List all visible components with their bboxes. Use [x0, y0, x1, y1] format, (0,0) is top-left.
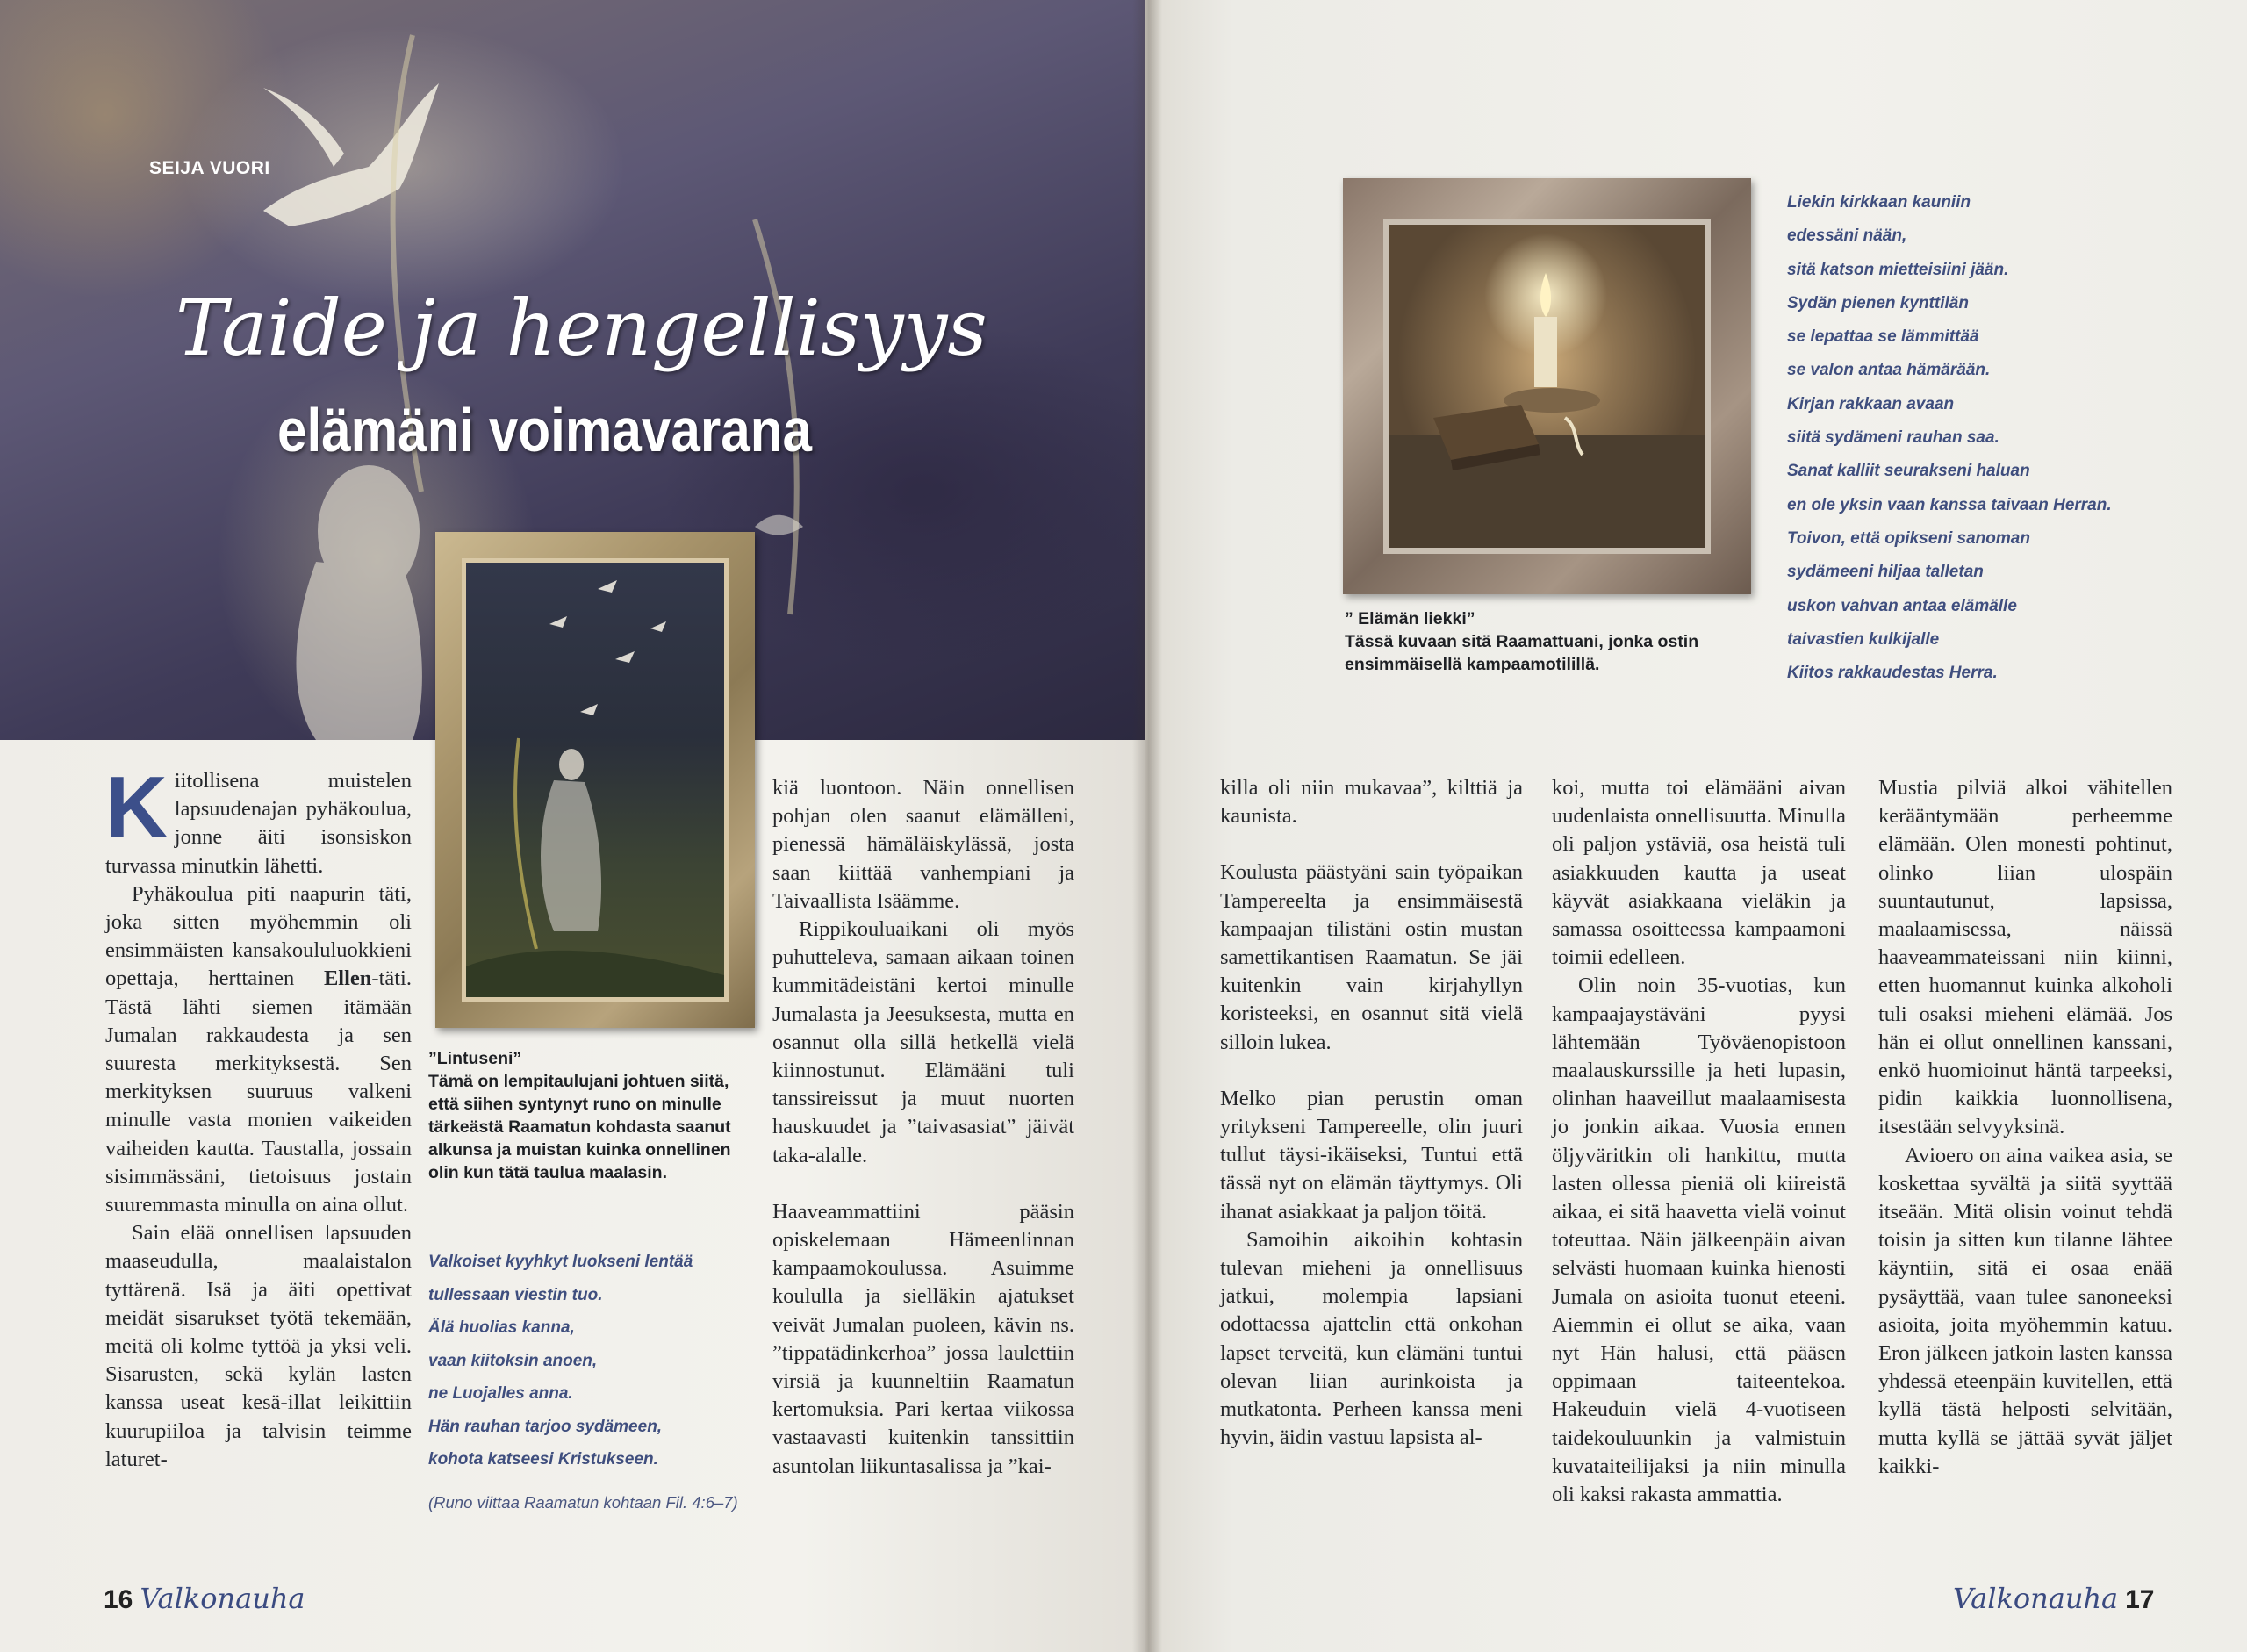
- painting-elaman-liekki-art: [1389, 225, 1705, 548]
- poem-line: se valon antaa hämärään.: [1787, 361, 1991, 380]
- text-column-5: [1878, 774, 2172, 1481]
- text-column-1: [105, 758, 412, 1474]
- paragraph-text: iitollisena muistelen lapsuudenajan pyhäkoulua, jonne äiti isonsiskon turvassa minutkin lähetti.: [105, 769, 412, 878]
- paragraph: Koulusta päästyäni sain työpaikan Tampereelta ja ensimmäisestä kampaajan tilistäni ostin mustan samettikantisen Raamatun. Se jäi kuitenkin vain kirjahyllyn koristeeksi, en osannut sitä vielä silloin lukea.: [1220, 860, 1523, 1054]
- page-footer-right: [1953, 1582, 2155, 1615]
- magazine-name: Valkonauha: [1953, 1582, 2119, 1615]
- poem-line: Liekin kirkkaan kauniin: [1787, 193, 1971, 212]
- paragraph: Samoihin aikoihin kohtasin tulevan mieheni ja onnellisuus jatkui, molempia lapsiani odottaessa ajattelin että onkohan lapset terveitä, kun elämäni tuntui olevan liian aurinkoista ja mutkatonta. Perheen kanssa meni hyvin, äidin vastuu lapsista al-: [1220, 1227, 1523, 1450]
- caption-lintuseni-text: Tämä on lempitaulujani johtuen siitä, että siihen syntynyt runo on minulle tärkeästä Raamatun kohdasta saanut alkunsa ja muistan kuinka onnellinen olin kun tätä taulua maalasin.: [428, 1072, 731, 1182]
- magazine-name: Valkonauha: [140, 1582, 305, 1615]
- paragraph: [105, 758, 412, 880]
- poem-line: ne Luojalles anna.: [428, 1384, 573, 1403]
- poem-reference: (Runo viittaa Raamatun kohtaan Fil. 4:6–7): [428, 1492, 738, 1512]
- caption-elaman-liekki-title: ” Elämän liekki”: [1345, 609, 1475, 628]
- paragraph: Rippikouluaikani oli myös puhutteleva, samaan aikaan toinen kummitädeistäni kertoi minulle Jumalasta ja Jeesuksesta, mutta en osannut olla sillä hetkellä vielä kiinnostunut. Elämääni tuli tanssireissut ja muut nuorten hauskuudet ja ”taivasasiat” jäivät taka-alalle.: [772, 917, 1074, 1167]
- byline: SEIJA VUORI: [149, 158, 270, 178]
- paragraph-text: -täti. Tästä lähti siemen itämään Jumalan rakkaudesta ja sen suuresta merkityksestä. Sen merkityksen suuruus valkeni minulle vasta monien vaikeiden vaiheiden kautta. Taustalla, jossain sisimmässäni, tietoisuus jostain suuremmasta minulla on aina ollut.: [105, 966, 412, 1217]
- poem-line: Sanat kalliit seurakseni haluan: [1787, 462, 2030, 481]
- poem-lintuseni: [428, 1246, 744, 1513]
- paragraph-text: Pyhäkoulua piti naapurin täti, joka sitten myöhemmin oli ensimmäisten kansakoululuokkieni opettaja, herttainen: [105, 881, 412, 991]
- paragraph: koi, mutta toi elämääni aivan uudenlaista onnellisuutta. Minulla oli paljon ystäviä, osa heistä tuli asiakkuuden kautta ja useat käyvät asiakkaana vieläkin ja samassa osoitteessa kampaamoni toimii edelleen.: [1552, 776, 1846, 970]
- drop-cap: K: [105, 758, 168, 855]
- poem-line: siitä sydämeni rauhan saa.: [1787, 428, 1999, 448]
- paragraph: killa oli niin mukavaa”, kilttiä ja kaunista.: [1220, 776, 1523, 829]
- page-number: 17: [2125, 1585, 2155, 1614]
- page-footer-left: [104, 1582, 305, 1615]
- poem-line: edessäni nään,: [1787, 226, 1907, 246]
- painting-elaman-liekki-canvas: [1383, 219, 1711, 554]
- poem-line: vaan kiitoksin anoen,: [428, 1351, 598, 1370]
- paragraph: Olin noin 35-vuotias, kun kampaajaystäväni pyysi lähtemään Työväenopistoon maalauskurssille ja heti lupasin, olinhan haaveillut maalaamisesta jo jonkin aikaa. Vuosia ennen öljyväritkin oli hankittu, mutta lasten ollessa pieniä oli kiireistä aikaa, ei sitä haavetta vielä voinut toteuttaa. Näin jälkeenpäin aivan selvästi huomaan kuinka hienosti Jumala on asioita tuonut eteeni. Aiemmin ei ollut se aika, vaan nyt Hän halusi, että pääsen oppimaan taiteentekoa. Hakeuduin vielä 4-vuotiseen taidekouluunkin ja valmistuin kuvataiteilijaksi ja niin minulla oli kaksi rakasta ammattia.: [1552, 973, 1846, 1507]
- caption-elaman-liekki-text: Tässä kuvaan sitä Raamattuani, jonka ostin ensimmäisellä kampaamotilillä.: [1345, 632, 1699, 674]
- paragraph: [105, 880, 412, 1219]
- page-number: 16: [104, 1585, 133, 1614]
- poem-line: taivastien kulkijalle: [1787, 629, 1940, 649]
- name-highlight: Ellen: [323, 966, 372, 991]
- poem-line: Kirjan rakkaan avaan: [1787, 394, 1955, 413]
- article-title: Taide ja hengellisyys: [176, 283, 987, 373]
- text-column-2: [772, 774, 1074, 1481]
- poem-line: en ole yksin vaan kanssa taivaan Herran.: [1787, 495, 2112, 514]
- paragraph: Haaveammattiini pääsin opiskelemaan Hämeenlinnan kampaamokoulussa. Asuimme koululla ja sielläkin ajatukset veivät Jumalan puoleen, kävin ns. ”tippatädinkerhoa” jossa laulettiin virsiä ja kuunneltiin Raamatun kertomuksia. Pari kertaa viikossa vastaavasti kuitenkin tanssittiin asuntolan liikuntasalissa ja ”kai-: [772, 1199, 1074, 1478]
- page-gutter: [1132, 0, 1162, 1652]
- article-subtitle: elämäni voimavarana: [277, 396, 813, 464]
- painting-lintuseni-canvas: [462, 558, 729, 1002]
- poem-line: sydämeeni hiljaa talletan: [1787, 563, 1984, 582]
- poem-line: Valkoiset kyyhkyt luokseni lentää: [428, 1253, 693, 1271]
- paragraph: Melko pian perustin oman yritykseni Tampereelle, olin juuri tullut täysi-ikäiseksi, Tuntui että tässä nyt on elämän täyttymys. Oli ihanat asiakkaat ja paljon töitä.: [1220, 1086, 1523, 1224]
- poem-line: Kiitos rakkaudestas Herra.: [1787, 664, 1998, 683]
- text-column-4: [1552, 774, 1846, 1509]
- caption-elaman-liekki: [1345, 607, 1766, 676]
- text-column-3: [1220, 774, 1523, 1452]
- caption-lintuseni: [428, 1047, 744, 1184]
- poem-elaman-liekki: [1787, 186, 2156, 690]
- poem-line: Älä huolias kanna,: [428, 1318, 575, 1337]
- poem-line: Toivon, että opikseni sanoman: [1787, 528, 2030, 548]
- paragraph: Mustia pilviä alkoi vähitellen kerääntymään perheemme elämään. Olen monesti pohtinut, olinko liian ulospäin suuntautunut, lapsissa, maalaamisessa, näissä haaveammateissani niin kiinni, etten huomannut kuinka alkoholi tuli osaksi mieheni elämää. Jos hän ei ollut onnellinen kanssani, enkö huomioinut häntä tarpeeksi, pidin kaikkia luonnollisena, itsestään selvyyksinä.: [1878, 776, 2172, 1139]
- caption-lintuseni-title: ”Lintuseni”: [428, 1049, 522, 1068]
- poem-line: se lepattaa se lämmittää: [1787, 327, 1979, 347]
- poem-line: Hän rauhan tarjoo sydämeen,: [428, 1417, 663, 1436]
- paragraph: kiä luontoon. Näin onnellisen pohjan olen saanut elämälleni, pienessä hämäläiskylässä, josta saan kiittää vanhempiani ja Taivaallista Isäämme.: [772, 776, 1074, 913]
- paragraph: Avioero on aina vaikea asia, se koskettaa syvältä ja siitä syyttää itseään. Mitä olisin voinut tehdä toisin ja sitten kun tilanne lähtee käyntiin, sitä ei osaa enää pysäyttää, vaan tulee sanoneeksi asioita, joita myöhemmin katuu. Eron jälkeen jatkoin lasten kanssa yhdessä eteenpäin kuvitellen, että kyllä tästä helposti selvitään, mutta kyllä se jättää syvät jäljet kaikki-: [1878, 1143, 2172, 1478]
- poem-line: uskon vahvan antaa elämälle: [1787, 596, 2017, 615]
- poem-line: sitä katson mietteisiini jään.: [1787, 260, 2009, 279]
- painting-elaman-liekki: [1343, 178, 1751, 594]
- poem-line: Sydän pienen kynttilän: [1787, 293, 1969, 312]
- painting-lintuseni-art: [466, 563, 724, 997]
- poem-line: tullessaan viestin tuo.: [428, 1285, 603, 1304]
- poem-line: kohota katseesi Kristukseen.: [428, 1450, 658, 1469]
- paragraph: Sain elää onnellisen lapsuuden maaseudulla, maalaistalon tyttärenä. Isä ja äiti opettivat meidät sisarukset työtä tekemään, meitä oli kolme tyttöä ja yksi veli. Sisarusten, sekä kylän lasten kanssa useat kesä-illat leikittiin kuurupiiloa ja talvisin teimme laturet-: [105, 1221, 412, 1471]
- painting-lintuseni: [435, 532, 755, 1028]
